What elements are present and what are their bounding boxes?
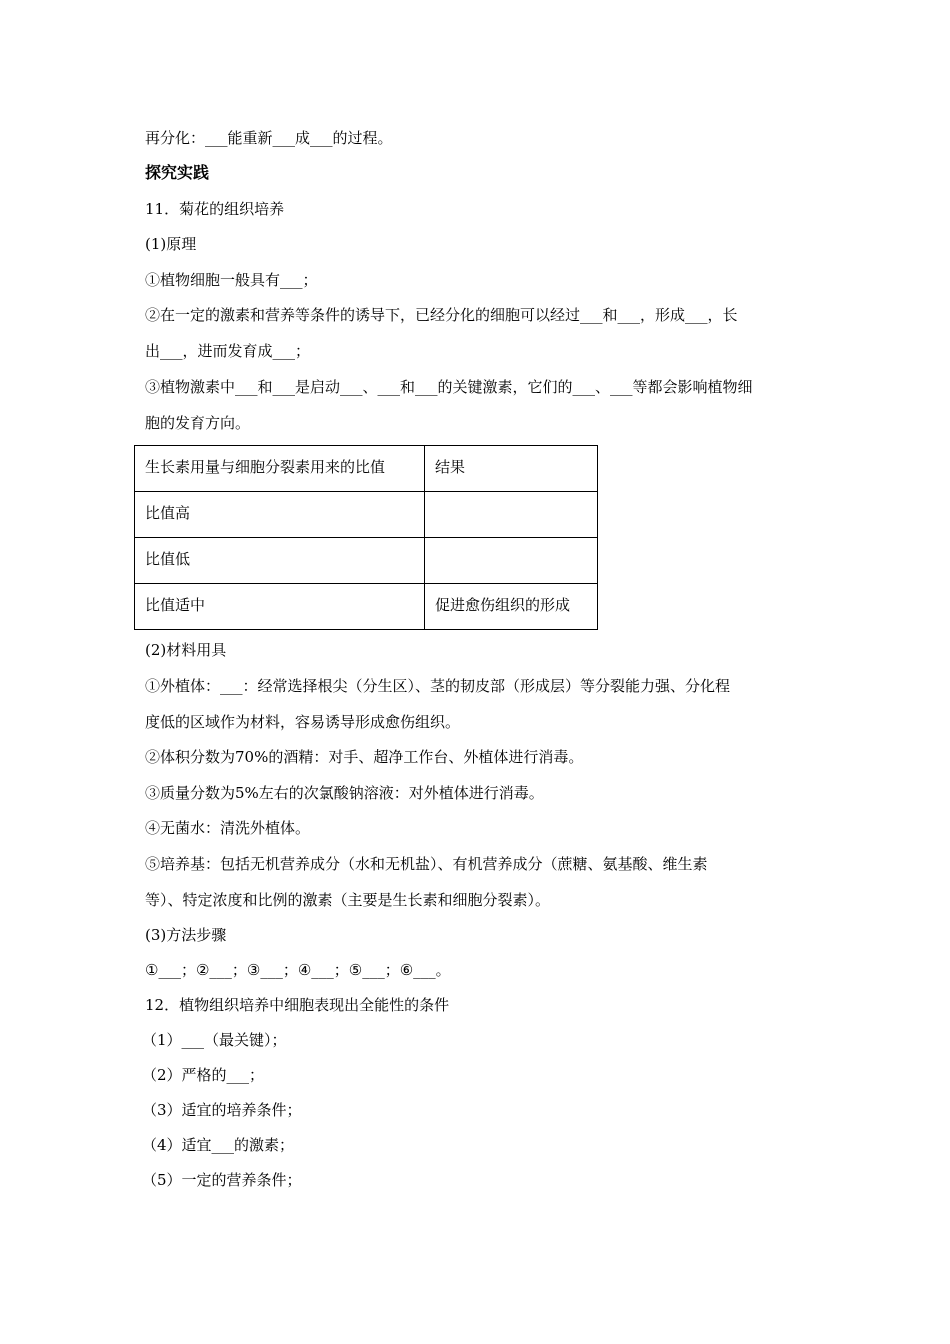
materials-item-5: ⑤培养基：包括无机营养成分（水和无机盐）、有机营养成分（蔗糖、氨基酸、维生素 bbox=[145, 855, 708, 873]
principle-item-3-cont: 胞的发育方向。 bbox=[145, 414, 251, 432]
section-heading: 探究实践 bbox=[145, 163, 210, 182]
table-cell: 比值适中 bbox=[135, 584, 425, 630]
table-cell bbox=[425, 492, 598, 538]
table-cell bbox=[425, 538, 598, 584]
steps-heading: (3)方法步骤 bbox=[145, 926, 227, 944]
principle-item-1: ①植物细胞一般具有___； bbox=[145, 271, 318, 289]
hormone-ratio-table bbox=[134, 445, 598, 630]
table-header-cell: 生长素用量与细胞分裂素用来的比值 bbox=[135, 446, 425, 492]
table-row bbox=[135, 584, 598, 630]
materials-item-4: ④无菌水：清洗外植体。 bbox=[145, 819, 311, 837]
condition-item-1: （1）___（最关键）； bbox=[142, 1031, 287, 1049]
table-cell: 促进愈伤组织的形成 bbox=[425, 584, 598, 630]
materials-item-1: ①外植体：___：经常选择根尖（分生区）、茎的韧皮部（形成层）等分裂能力强、分化程 bbox=[145, 677, 731, 695]
steps-list: ①___；②___；③___；④___；⑤___；⑥___。 bbox=[145, 961, 451, 979]
materials-item-5-cont: 等）、特定浓度和比例的激素（主要是生长素和细胞分裂素）。 bbox=[145, 891, 551, 909]
principle-item-3: ③植物激素中___和___是启动___、___和___的关键激素，它们的___、___等都会影响植物细 bbox=[145, 378, 753, 396]
redifferentiation-line: 再分化：___能重新___成___的过程。 bbox=[145, 129, 393, 147]
question-12-title: 12．植物组织培养中细胞表现出全能性的条件 bbox=[145, 996, 450, 1014]
materials-item-3: ③质量分数为5%左右的次氯酸钠溶液：对外植体进行消毒。 bbox=[145, 784, 544, 802]
principle-item-2-cont: 出___，进而发育成___； bbox=[145, 342, 311, 360]
materials-item-2: ②体积分数为70%的酒精：对手、超净工作台、外植体进行消毒。 bbox=[145, 748, 584, 766]
table-header-cell: 结果 bbox=[425, 446, 598, 492]
materials-item-1-cont: 度低的区域作为材料，容易诱导形成愈伤组织。 bbox=[145, 713, 461, 731]
table-row bbox=[135, 538, 598, 584]
materials-heading: (2)材料用具 bbox=[145, 641, 227, 659]
table-cell: 比值高 bbox=[135, 492, 425, 538]
question-11-title: 11．菊花的组织培养 bbox=[145, 200, 285, 218]
principle-item-2: ②在一定的激素和营养等条件的诱导下，已经分化的细胞可以经过___和___，形成___，长 bbox=[145, 306, 738, 324]
condition-item-4: （4）适宜___的激素； bbox=[142, 1136, 295, 1154]
table-cell: 比值低 bbox=[135, 538, 425, 584]
table-header-row bbox=[135, 446, 598, 492]
condition-item-2: （2）严格的___； bbox=[142, 1066, 265, 1084]
condition-item-5: （5）一定的营养条件； bbox=[142, 1171, 302, 1189]
table-row bbox=[135, 492, 598, 538]
condition-item-3: （3）适宜的培养条件； bbox=[142, 1101, 302, 1119]
principle-heading: (1)原理 bbox=[145, 235, 197, 253]
